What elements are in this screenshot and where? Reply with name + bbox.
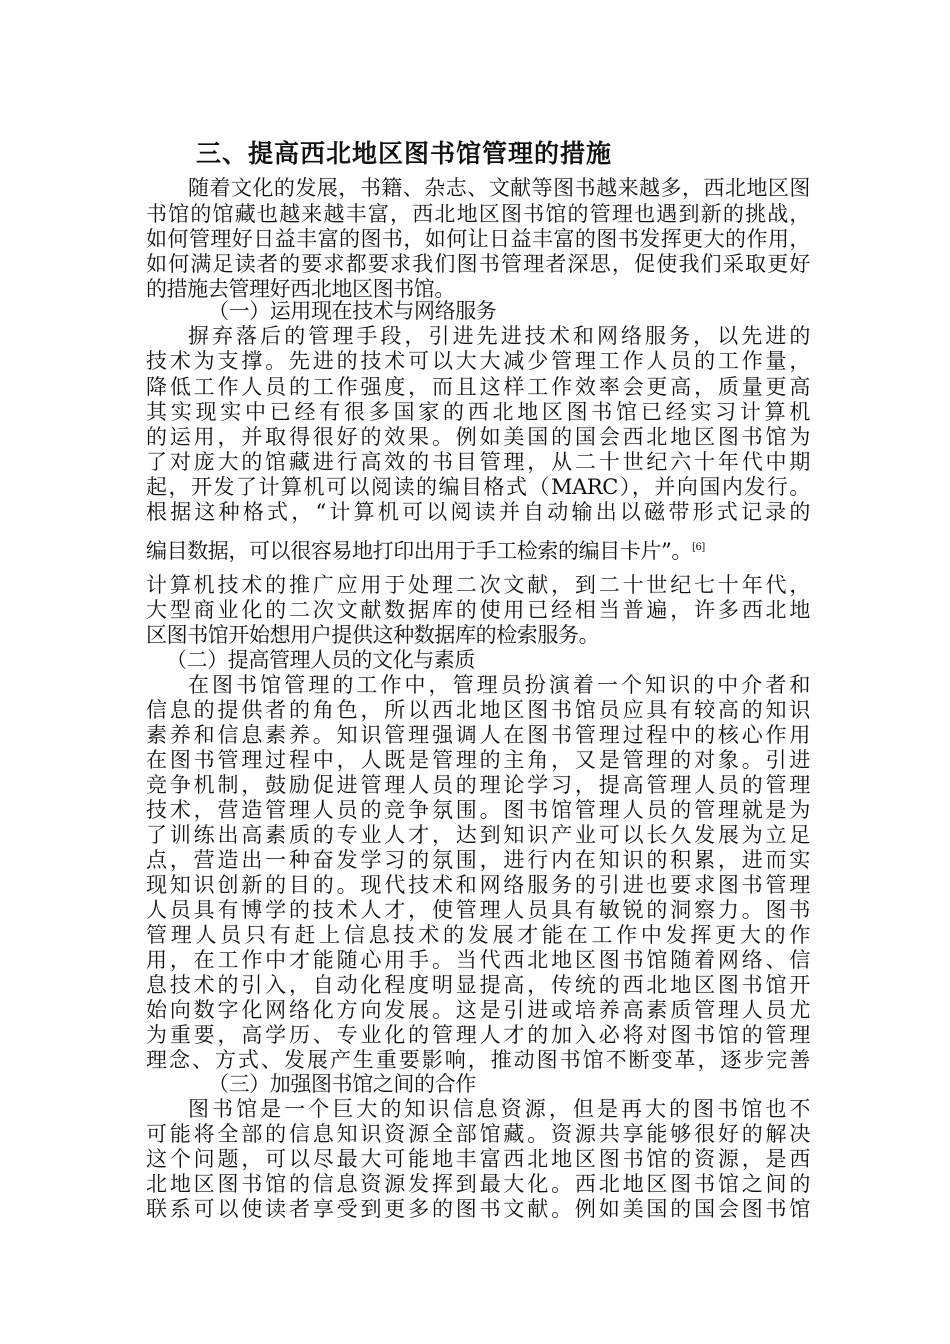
text-line: 书馆的馆藏也越来越丰富，西北地区图书馆的管理也遇到新的挑战， [146,202,810,226]
text-line: 联系可以使读者享受到更多的图书文献。例如美国的国会图书馆 [146,1197,810,1221]
text-line: 信息的提供者的角色，所以西北地区图书馆员应具有较高的知识 [146,698,810,722]
text-line: 的措施去管理好西北地区图书馆。 [146,277,455,301]
subsection-heading-1: （一）运用现在技术与网络服务 [208,299,497,323]
text-line: 在图书馆管理的工作中，管理员扮演着一个知识的中介者和 [188,673,810,697]
text-line: 的运用，并取得很好的效果。例如美国的国会西北地区图书馆为 [146,425,810,449]
text-line: 用，在工作中才能随心用手。当代西北地区图书馆随着网络、信 [146,948,810,972]
text-line: 图书馆是一个巨大的知识信息资源，但是再大的图书馆也不 [188,1097,810,1121]
text-line: 在图书管理过程中，人既是管理的主角，又是管理的对象。引进 [146,748,810,772]
text-line: 现知识创新的目的。现代技术和网络服务的引进也要求图书管理 [146,873,810,897]
text-line: 可能将全部的信息知识资源全部馆藏。资源共享能够很好的解决 [146,1122,810,1146]
text-line: 始向数字化网络化方向发展。这是引进或培养高素质管理人员尤 [146,998,810,1022]
text-line: 大型商业化的二次文献数据库的使用已经相当普遍，许多西北地 [146,598,810,622]
text-line: 如何管理好日益丰富的图书，如何让日益丰富的图书发挥更大的作用， [146,227,810,251]
text-line: 人员具有博学的技术人才，使管理人员具有敏锐的洞察力。图书 [146,898,810,922]
text-line: 管理人员只有赶上信息技术的发展才能在工作中发挥更大的作 [146,923,810,947]
text-line: 根据这种格式，“计算机可以阅读并自动输出以磁带形式记录的 [146,500,810,524]
text-line: 区图书馆开始想用户提供这种数据库的检索服务。 [146,623,600,647]
section-title: 三、提高西北地区图书馆管理的措施 [196,139,613,168]
text-line: 息技术的引入，自动化程度明显提高，传统的西北地区图书馆开 [146,973,810,997]
citation-marker: [6] [691,542,705,553]
text-line: 素养和信息素养。知识管理强调人在图书管理过程中的核心作用 [146,723,810,747]
text-line: 这个问题，可以尽最大可能地丰富西北地区图书馆的资源，是西 [146,1147,810,1171]
text-line: 了训练出高素质的专业人才，达到知识产业可以长久发展为立足 [146,823,810,847]
subsection-heading-2: （二）提高管理人员的文化与素质 [166,648,475,672]
text-line: 为重要，高学历、专业化的管理人才的加入必将对图书馆的管理 [146,1023,810,1047]
subsection-heading-3: （三）加强图书馆之间的合作 [208,1072,476,1096]
text-line: 竞争机制，鼓励促进管理人员的理论学习，提高管理人员的管理 [146,773,810,797]
text-line: 其实现实中已经有很多国家的西北地区图书馆已经实习计算机 [146,400,810,424]
text-line: 了对庞大的馆藏进行高效的书目管理，从二十世纪六十年代中期 [146,450,810,474]
text-line: 北地区图书馆的信息资源发挥到最大化。西北地区图书馆之间的 [146,1172,810,1196]
text-line: 点，营造出一种奋发学习的氛围，进行内在知识的积累，进而实 [146,848,810,872]
text-line: 编目数据，可以很容易地打印出用于手工检索的编目卡片”。 [146,539,692,563]
text-line: 技术为支撑。先进的技术可以大大减少管理工作人员的工作量， [146,349,810,373]
text-line: 降低工作人员的工作强度，而且这样工作效率会更高，质量更高 [146,375,810,399]
text-line: 摒弃落后的管理手段，引进先进技术和网络服务，以先进的 [188,324,810,348]
text-line: 随着文化的发展，书籍、杂志、文献等图书越来越多，西北地区图 [188,176,810,200]
text-line: 如何满足读者的要求都要求我们图书管理者深思，促使我们采取更好 [146,252,810,276]
text-line: 技术，营造管理人员的竞争氛围。图书馆管理人员的管理就是为 [146,798,810,822]
text-line: 起，开发了计算机可以阅读的编目格式（MARC），并向国内发行。 [146,475,810,499]
text-line-with-citation [146,535,810,561]
text-line: 理念、方式、发展产生重要影响，推动图书馆不断变革，逐步完善 [146,1048,810,1072]
text-line: 计算机技术的推广应用于处理二次文献，到二十世纪七十年代， [146,573,810,597]
